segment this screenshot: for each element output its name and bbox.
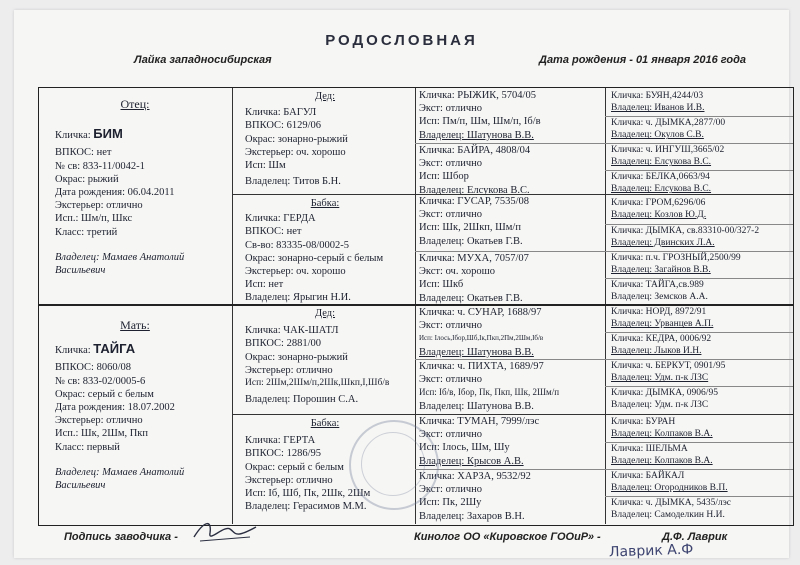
- ancestor-owner: Владелец: Загайнов В.В.: [611, 265, 711, 276]
- gg-grandparent-cell: [611, 90, 793, 116]
- ancestor-owner: Владелец: Огородников В.П.: [611, 483, 728, 494]
- granddam-paternal-cell: [233, 195, 415, 304]
- ancestor-owner: Владелец: Елсукова В.С.: [419, 184, 530, 194]
- ancestor-info: Кличка: ГУСАР, 7535/08: [419, 196, 530, 207]
- father-cell: [39, 88, 232, 304]
- ancestor-owner: Владелец: Окулов С.В.: [611, 130, 704, 141]
- ancestor-name: Кличка: КЕДРА, 0006/92: [611, 334, 712, 344]
- ancestor-info: Кличка: МУХА, 7057/07: [419, 253, 529, 264]
- ancestor-name: Кличка: ч. ДЫМКА, 5435/лэс: [611, 498, 732, 508]
- father-owner-0: Владелец: Мамаев Анатолий: [55, 251, 185, 263]
- ancestor-info: Исп: Iлось,Iбор,Шб,Iк,Пкп,2Пм,2Шм,Iб/в: [419, 334, 544, 343]
- ancestor-name: Кличка: НОРД, 8972/91: [611, 307, 707, 317]
- grandparent-info: Экстерьер: отлично: [245, 364, 333, 376]
- mother-name: ТАЙГА: [93, 341, 136, 357]
- ancestor-owner: Владелец: Елсукова В.С.: [611, 157, 712, 168]
- cynologist-label: Кинолог ОО «Кировское ГООиР» -: [414, 531, 601, 543]
- grandsire-maternal-cell: [233, 305, 415, 414]
- grandparent-info: Исп: 2Шм,2Шм/п,2Шк,Шкп,I,Шб/в: [245, 378, 390, 389]
- father-info-1: № св: 833-11/0042-1: [55, 160, 145, 172]
- father-info-3: Дата рождения: 06.04.2011: [55, 187, 175, 199]
- ancestor-name: Кличка: п.ч. ГРОЗНЫЙ,2500/99: [611, 253, 741, 263]
- father-info-0: ВПКОС: нет: [55, 147, 112, 159]
- mother-info-0: ВПКОС: 8060/08: [55, 362, 132, 374]
- ancestor-name: Кличка: ГРОМ,6296/06: [611, 198, 706, 208]
- ancestor-name: Кличка: БУРАН: [611, 417, 676, 427]
- gg-grandparent-cell: [611, 416, 793, 442]
- father-info-6: Класс: третий: [55, 226, 118, 238]
- father-heading: Отец:: [120, 97, 150, 111]
- great-grandparent-cell: [419, 89, 605, 143]
- ancestor-owner: Владелец: Колпаков В.А.: [611, 429, 713, 440]
- ancestor-owner: Владелец: Козлов Ю.Д.: [611, 210, 707, 221]
- grandparent-info: Экстерьер: оч. хорошо: [245, 146, 346, 158]
- ancestor-owner: Владелец: Шатунова В.В.: [419, 129, 534, 141]
- ancestor-name: Кличка: БЕЛКА,0663/94: [611, 172, 710, 182]
- gg-grandparent-cell: [611, 306, 793, 332]
- stamp-icon: [349, 420, 439, 510]
- grandparent-info: Владелец: Порошин С.А.: [245, 394, 359, 406]
- ancestor-info: Экст: отлично: [419, 103, 483, 115]
- breeder-signature-label: Подпись заводчика -: [64, 531, 178, 543]
- ancestor-owner: Владелец: Елсукова В.С.: [611, 184, 712, 194]
- ancestor-owner: Владелец: Шатунова В.В.: [419, 400, 534, 412]
- mother-owner-1: Васильевич: [55, 480, 106, 492]
- father-info-2: Окрас: рыжий: [55, 173, 119, 185]
- ancestor-info: Исп: Шкб: [419, 279, 464, 291]
- ancestor-info: Экст: отлично: [419, 209, 483, 221]
- ancestor-info: Кличка: БАЙРА, 4808/04: [419, 145, 531, 156]
- mother-info-3: Дата рождения: 18.07.2002: [55, 402, 175, 414]
- grandparent-info: Исп: Шм: [245, 160, 286, 172]
- ancestor-owner: Владелец: Иванов И.В.: [611, 103, 705, 114]
- ancestor-name: Кличка: БУЯН,4244/03: [611, 91, 704, 101]
- ancestor-owner: Владелец: Окатьев Г.В.: [419, 235, 523, 247]
- ancestor-name: Кличка: ч. ДЫМКА,2877/00: [611, 118, 726, 128]
- ancestor-name: Кличка: ТАЙГА,св.989: [611, 280, 704, 290]
- mother-name-label: Кличка:: [55, 345, 91, 357]
- birth-date-label: Дата рождения - 01 января 2016 года: [539, 54, 746, 66]
- ancestor-info: Экст: отлично: [419, 320, 483, 332]
- mother-cell: [39, 305, 232, 524]
- gg-grandparent-cell: [611, 252, 793, 278]
- grandparent-info: ВПКОС: нет: [245, 226, 302, 238]
- grandparent-info: Исп: нет: [245, 279, 284, 291]
- ancestor-owner: Владелец: Самоделкин Н.И.: [611, 510, 725, 521]
- ancestor-info: Исп: Шбор: [419, 171, 469, 183]
- ancestor-owner: Владелец: Шатунова В.В.: [419, 346, 534, 358]
- gg-grandparent-cell: [611, 497, 793, 524]
- mother-name-row: [55, 342, 232, 357]
- ancestor-info: Исп: Пм/п, Шм, Шм/п, Iб/в: [419, 116, 541, 128]
- grandparent-heading: Бабка:: [310, 418, 340, 429]
- document-title: РОДОСЛОВНАЯ: [325, 32, 478, 49]
- gg-grandparent-cell: [611, 443, 793, 469]
- grandparent-info: ВПКОС: 1286/95: [245, 448, 322, 460]
- grandparent-info: Окрас: зонарно-серый с белым: [245, 252, 384, 264]
- great-grandparent-cell: [419, 470, 605, 524]
- great-grandparent-cell: [419, 144, 605, 194]
- father-info-4: Экстерьер: отлично: [55, 200, 143, 212]
- cynologist-name: Д.Ф. Лаврик: [662, 531, 728, 543]
- grandparent-info: Владелец: Титов Б.Н.: [245, 176, 341, 188]
- mother-owner-0: Владелец: Мамаев Анатолий: [55, 466, 185, 478]
- mother-info-5: Исп.: Шк, 2Шм, Пкп: [55, 428, 149, 440]
- grandparent-info: Кличка: ЧАК-ШАТЛ: [245, 325, 339, 337]
- ancestor-info: Исп: Iлось, Шм, Шу: [419, 442, 510, 454]
- father-info-5: Исп.: Шм/п, Шкс: [55, 213, 133, 225]
- breed-label: Лайка западносибирская: [134, 54, 272, 66]
- great-grandparent-cell: [419, 360, 605, 414]
- signature-icon: [190, 515, 260, 545]
- ancestor-owner: Владелец: Урванцев А.П.: [611, 319, 714, 330]
- ancestor-owner: Владелец: Удм. п-к ЛЗС: [611, 400, 709, 411]
- great-grandparent-cell: [419, 195, 605, 251]
- great-grandparent-cell: [419, 252, 605, 304]
- ancestor-info: Экст: отлично: [419, 429, 483, 441]
- ancestor-name: Кличка: ч. БЕРКУТ, 0901/95: [611, 361, 726, 371]
- ancestor-owner: Владелец: Колпаков В.А.: [611, 456, 713, 467]
- grandparent-info: Исп: Iб, Шб, Пк, 2Шк, 2Шм: [245, 488, 371, 500]
- ancestor-info: Исп: Пк, 2Шу: [419, 497, 482, 509]
- ancestor-info: Исп: Шк, 2Шкп, Шм/п: [419, 222, 521, 234]
- ancestor-owner: Владелец: Лыков И.Н.: [611, 346, 702, 357]
- pedigree-sheet: [14, 10, 789, 561]
- gg-grandparent-cell: [611, 197, 793, 224]
- grandparent-info: ВПКОС: 2881/00: [245, 338, 322, 350]
- gg-grandparent-cell: [611, 360, 793, 386]
- grandparent-info: Владелец: Ярыгин Н.И.: [245, 292, 351, 304]
- gg-grandparent-cell: [611, 171, 793, 194]
- ancestor-owner: Владелец: Окатьев Г.В.: [419, 292, 523, 304]
- gg-grandparent-cell: [611, 225, 793, 251]
- grandparent-info: Кличка: ГЕРТА: [245, 435, 316, 447]
- ancestor-owner: Владелец: Земсков А.А.: [611, 292, 708, 303]
- father-name-label: Кличка:: [55, 130, 91, 142]
- grandparent-heading: Дед:: [314, 308, 336, 319]
- great-grandparent-cell: [419, 415, 605, 469]
- grandparent-info: Св-во: 83335-08/0002-5: [245, 239, 350, 251]
- ancestor-name: Кличка: ШЕЛЬМА: [611, 444, 688, 454]
- ancestor-info: Экст: отлично: [419, 484, 483, 496]
- ancestor-owner: Владелец: Удм. п-к ЛЗС: [611, 373, 709, 384]
- ancestor-info: Исп: Iб/в, Iбор, Пк, Пкп, Шк, 2Шм/п: [419, 387, 560, 398]
- gg-grandparent-cell: [611, 144, 793, 170]
- ancestor-info: Кличка: ч. ПИХТА, 1689/97: [419, 361, 544, 372]
- gg-grandparent-cell: [611, 387, 793, 414]
- grandparent-info: Кличка: БАГУЛ: [245, 107, 317, 119]
- grandparent-info: Окрас: серый с белым: [245, 461, 344, 473]
- mother-info-2: Окрас: серый с белым: [55, 388, 154, 400]
- mother-info-4: Экстерьер: отлично: [55, 415, 143, 427]
- ancestor-owner: Владелец: Захаров В.Н.: [419, 510, 525, 522]
- gg-grandparent-cell: [611, 117, 793, 143]
- ancestor-info: Экст: отлично: [419, 374, 483, 386]
- ancestor-info: Экст: отлично: [419, 158, 483, 170]
- grandparent-info: ВПКОС: 6129/06: [245, 120, 322, 132]
- gg-grandparent-cell: [611, 333, 793, 359]
- grandparent-info: Окрас: зонарно-рыжий: [245, 133, 348, 145]
- father-owner-1: Васильевич: [55, 265, 106, 277]
- grandparent-heading: Дед:: [314, 91, 336, 102]
- ancestor-name: Кличка: ДЫМКА, св.83310-00/327-2: [611, 226, 760, 236]
- ancestor-name: Кличка: БАЙКАЛ: [611, 471, 685, 481]
- ancestor-name: Кличка: ч. ИНГУШ,3665/02: [611, 145, 725, 155]
- grandparent-info: Владелец: Герасимов М.М.: [245, 501, 367, 513]
- grandsire-paternal-cell: [233, 88, 415, 194]
- great-grandparent-cell: [419, 306, 605, 359]
- mother-info-6: Класс: первый: [55, 441, 120, 453]
- ancestor-owner: Владелец: Крысов А.В.: [419, 455, 524, 467]
- ancestor-name: Кличка: ДЫМКА, 0906/95: [611, 388, 718, 398]
- father-name: БИМ: [93, 126, 123, 142]
- grandparent-info: Экстерьер: оч. хорошо: [245, 266, 346, 278]
- gg-grandparent-cell: [611, 279, 793, 304]
- ancestor-info: Кличка: РЫЖИК, 5704/05: [419, 90, 536, 101]
- mother-heading: Мать:: [120, 318, 150, 332]
- ancestor-info: Экст: оч. хорошо: [419, 266, 496, 278]
- grandparent-info: Окрас: зонарно-рыжий: [245, 351, 348, 363]
- grandparent-info: Кличка: ГЕРДА: [245, 213, 316, 225]
- mother-info-1: № св: 833-02/0005-6: [55, 375, 146, 387]
- handwritten-name: Лаврик А.Ф: [608, 541, 694, 561]
- gg-grandparent-cell: [611, 470, 793, 496]
- ancestor-info: Кличка: ч. СУНАР, 1688/97: [419, 307, 542, 318]
- ancestor-info: Кличка: ХАРЗА, 9532/92: [419, 471, 531, 482]
- ancestor-info: Кличка: ТУМАН, 7999/лэс: [419, 416, 540, 427]
- grandparent-info: Экстерьер: отлично: [245, 474, 333, 486]
- father-name-row: [55, 127, 232, 142]
- ancestor-owner: Владелец: Двинских Л.А.: [611, 238, 715, 249]
- grandparent-heading: Бабка:: [310, 198, 340, 209]
